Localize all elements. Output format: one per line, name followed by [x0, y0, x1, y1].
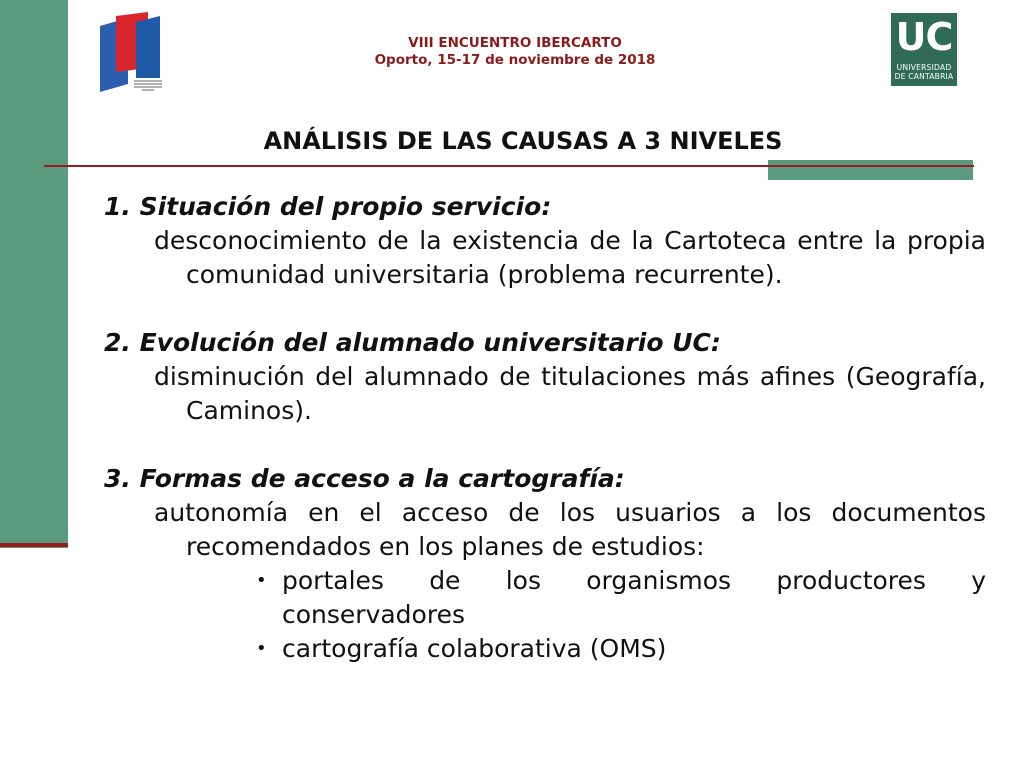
slide-title: ANÁLISIS DE LAS CAUSAS A 3 NIVELES: [263, 127, 783, 155]
title-accent-bar: [768, 160, 973, 180]
section-3: [104, 462, 986, 666]
section-text: disminución del alumnado de titulaciones más afines (Geografía, Caminos).: [154, 362, 986, 425]
bullet-icon: •: [256, 570, 267, 591]
event-place-date: Oporto, 15-17 de noviembre de 2018: [374, 52, 656, 68]
list-item-text: portales de los organismos productores y conservadores: [282, 566, 986, 629]
event-name: VIII ENCUENTRO IBERCARTO: [408, 35, 622, 51]
section-heading: 2. Evolución del alumnado universitario UC:: [104, 328, 721, 357]
logo-blue-front: [136, 16, 160, 88]
slide-content: [104, 190, 986, 700]
list-item: [256, 632, 986, 666]
uc-logo-mark: UC: [895, 15, 953, 59]
list-item-text: cartografía colaborativa (OMS): [282, 634, 667, 663]
sidebar-divider: [0, 543, 68, 547]
bullet-list: [104, 564, 986, 666]
section-heading: 1. Situación del propio servicio:: [104, 192, 552, 221]
event-header: [330, 35, 700, 69]
uc-logo: [891, 13, 957, 86]
section-text: autonomía en el acceso de los usuarios a los documentos recomendados en los planes de estudios:: [154, 498, 986, 561]
ibercarto-logo: [98, 12, 168, 94]
sidebar-band: [0, 0, 68, 548]
section-text: desconocimiento de la existencia de la Cartoteca entre la propia comunidad universitaria (problema recurrente).: [154, 226, 986, 289]
list-item: [256, 564, 986, 632]
section-2: [104, 326, 986, 428]
section-1: [104, 190, 986, 292]
section-heading: 3. Formas de acceso a la cartografía:: [104, 464, 625, 493]
bullet-icon: •: [256, 638, 267, 659]
uc-logo-subtitle: UNIVERSIDAD DE CANTABRIA: [894, 63, 954, 81]
